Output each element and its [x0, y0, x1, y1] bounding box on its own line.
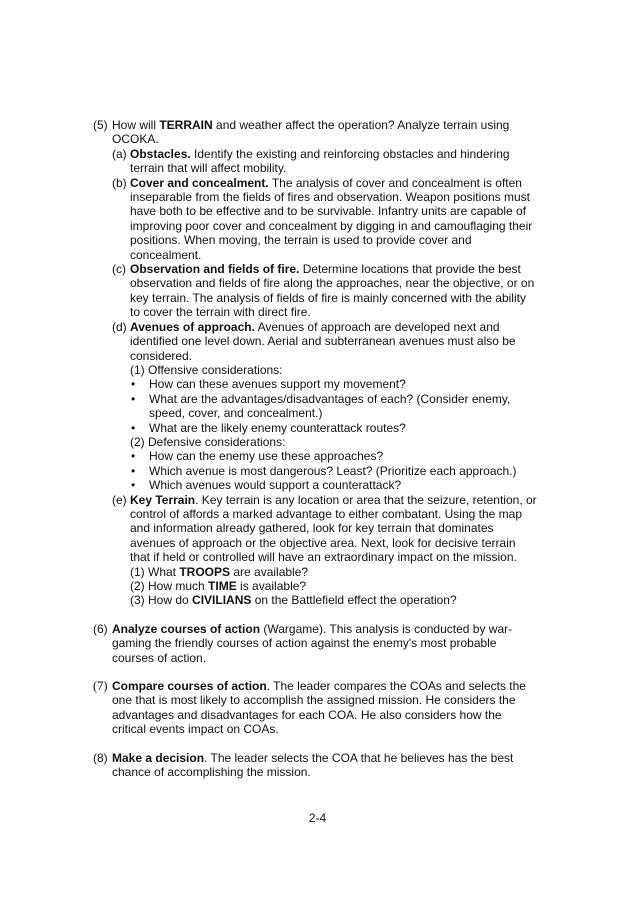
page-number: 2-4 — [308, 811, 327, 825]
list-item: • Which avenue is most dangerous? Least? (Prioritize each approach.) — [131, 463, 517, 478]
step-8-make-decision: (8) Make a decision. The leader selects the COA that he believes has the best chance of accomplishing the mission. — [93, 750, 514, 780]
bullet-icon: • — [131, 420, 136, 435]
bullet-icon: • — [131, 449, 136, 464]
bullet-icon: • — [131, 463, 136, 478]
obstacles-paragraph: (a) Obstacles. Identify the existing and reinforcing obstacles and hindering terrain that will affect mobility. — [112, 146, 510, 176]
offensive-considerations-heading: (1) Offensive considerations: — [130, 362, 283, 377]
step-number: (8) — [93, 750, 108, 765]
troops-question: (1) What TROOPS are available? — [130, 564, 309, 579]
step-6-analyze-coa: (6) Analyze courses of action (Wargame). This analysis is conducted by war-gaming the friendly courses of action against the enemy's most probable courses of action. — [93, 621, 513, 665]
list-item: • What are the likely enemy counterattack routes? — [131, 420, 406, 435]
bullet-icon: • — [131, 391, 136, 406]
defensive-considerations-heading: (2) Defensive considerations: — [130, 434, 286, 449]
civilians-question: (3) How do CIVILIANS on the Battlefield effect the operation? — [130, 593, 457, 608]
observation-fields-of-fire-paragraph: (c) Observation and fields of fire. Determine locations that provide the best observation and fields of fire along the approaches, near the objective, or on key terrain. The analysis of fields of fire is mainly concerned with the ability to cover the terrain with direct fire. — [112, 262, 535, 320]
step-number: (7) — [93, 679, 108, 694]
step-number: (5) — [93, 118, 108, 132]
avenues-of-approach-paragraph: (d) Avenues of approach. Avenues of approach are developed next and identified one level down. Aerial and subterranean avenues must also be considered. (1) Offensive considerations: • How can these avenues support my movement? • What are the advantages/disadvantages of each? (Consider enemy, speed, cover, and concealment.) • What are the likely enemy counterattack routes? (2) Defensive considerations: • How can the enemy use these approaches? • Which avenue is most dangerous? Least? (Prioritize each approach.) • Which avenues would support a counterattack? — [112, 320, 538, 493]
bullet-icon: • — [131, 377, 136, 392]
document-body — [93, 118, 538, 779]
cover-concealment-paragraph: (b) Cover and concealment. The analysis of cover and concealment is often inseparable from the fields of fires and observation. Weapon positions must have both to be effective and to be survivable. Infantry units are capable of improving poor cover and concealment by digging in and camouflaging their positions. When moving, the terrain is used to provide cover and concealment. — [112, 175, 533, 262]
bullet-icon: • — [131, 478, 136, 493]
list-item: • How can the enemy use these approaches? — [131, 449, 384, 464]
step-number: (6) — [93, 621, 108, 636]
list-item: • Which avenues would support a counterattack? — [131, 478, 402, 493]
list-item: • How can these avenues support my movement? — [131, 377, 406, 392]
step-5-terrain — [93, 118, 538, 608]
time-question: (2) How much TIME is available? — [130, 579, 307, 593]
key-terrain-paragraph: (e) Key Terrain. Key terrain is any location or area that the seizure, retention, or control of affords a marked advantage to either combatant. Using the map and information already gathered, look for key terrain that dominates avenues of approach or the objective area. Next, look for decisive terrain that if held or controlled will have an extraordinary impact on the mission. (1) What TROOPS are available? (2) How much TIME is available? (3) How do CIVILIANS on the Battlefield effect the operation? — [112, 492, 537, 608]
step-5-text: How will TERRAIN and weather affect the operation? Analyze terrain using OCOKA. — [112, 118, 510, 147]
step-7-compare-coa: (7) Compare courses of action. The leader compares the COAs and selects the one that is most likely to accomplish the assigned mission. He considers the advantages and disadvantages for each COA. He also considers how the critical events impact on COAs. — [93, 679, 526, 737]
list-item: • What are the advantages/disadvantages of each? (Consider enemy, speed, cover, and concealment.) — [131, 391, 511, 421]
